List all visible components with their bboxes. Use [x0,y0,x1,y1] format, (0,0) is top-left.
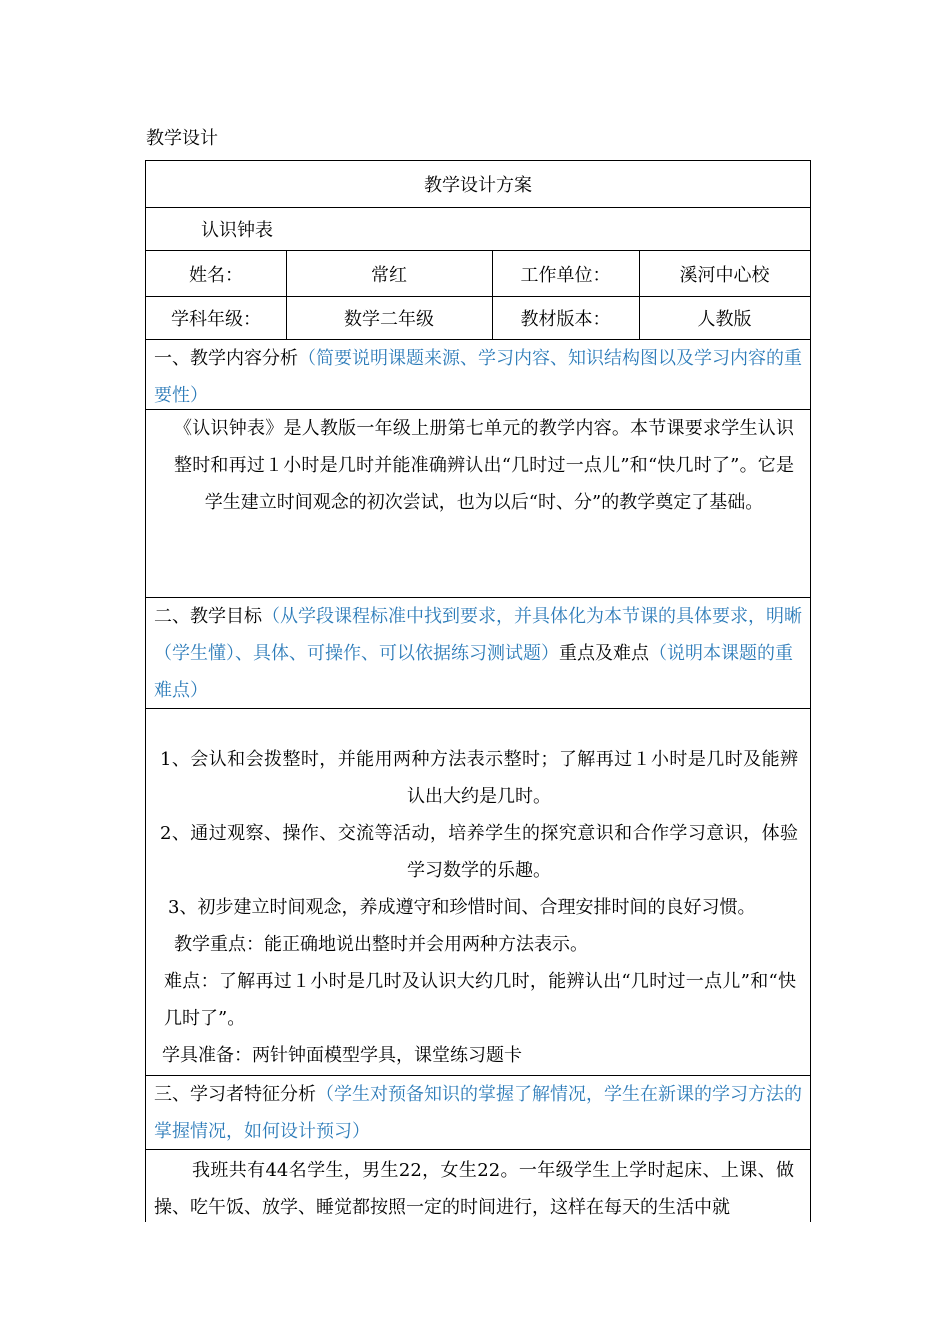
section1-heading-row [146,340,810,410]
section3-hint: （学生对预备知识的掌握了解情况，学生在新课的学习方法的掌握情况，如何设计预习） [154,1084,802,1142]
section2-key-difficult-title: 重点及难点 [559,643,649,664]
section1-title: 一、教学内容分析 [154,348,298,369]
info-row-grade [146,297,810,340]
name-label: 姓名： [189,264,243,286]
section1-heading [154,340,804,414]
document-title: 教学设计 [146,128,218,149]
section3-title: 三、学习者特征分析 [154,1084,316,1105]
section3-heading-row [146,1076,810,1150]
edition-label: 教材版本： [520,309,611,330]
section2-hint-key: （说明本课题的重难点） [154,643,793,701]
edition-value: 人教版 [697,309,752,330]
topic-row [146,208,810,251]
topic-title: 认识钟表 [201,220,273,241]
goal-3: 3、初步建立时间观念，养成遵守和珍惜时间、合理安排时间的良好习惯。 [168,897,756,918]
section3-heading [154,1076,804,1150]
goal-1: 1、会认和会拨整时，并能用两种方法表示整时；了解再过１小时是几时及能辨认出大约是几时。 [160,749,798,807]
section2-body-row [146,709,810,1076]
learning-tools: 学具准备：两针钟面模型学具，课堂练习题卡 [162,1045,522,1066]
grade-value: 数学二年级 [344,309,434,330]
name-value: 常红 [371,264,407,286]
table-title: 教学设计方案 [424,175,532,196]
section1-body-row [146,410,810,598]
goal-2: 2、通过观察、操作、交流等活动，培养学生的探究意识和合作学习意识，体验学习数学的乐趣。 [160,823,798,881]
table-title-row [146,161,810,208]
section2-title: 二、教学目标 [154,606,262,627]
section1-hint: （简要说明课题来源、学习内容、知识结构图以及学习内容的重要性） [154,348,802,406]
section2-hint-standard: （从学段课程标准中找到要求，并具体化为本节课的具体要求，明晰（学生懂）、具体、可操作、可以依据练习测试题） [154,606,802,664]
section2-heading [154,598,804,709]
section2-heading-row [146,598,810,709]
grade-label: 学科年级： [171,309,261,330]
teaching-difficulty: 难点：了解再过１小时是几时及认识大约几时，能辨认出“几时过一点儿”和“快几时了”。 [164,971,796,1029]
unit-value: 溪河中心校 [679,264,770,286]
section3-body: 我班共有44名学生，男生22，女生22。一年级学生上学时起床、上课、做操、吃午饭、放学、睡觉都按照一定的时间进行，这样在每天的生活中就 [154,1160,794,1218]
lesson-plan-table [145,160,811,1222]
unit-label: 工作单位： [520,264,611,286]
info-row-name [146,251,810,297]
section1-body: 《认识钟表》是人教版一年级上册第七单元的教学内容。本节课要求学生认识整时和再过１小时是几时并能准确辨认出“几时过一点儿”和“快几时了”。它是学生建立时间观念的初次尝试，也为以后“时、分”的教学奠定了基础。 [174,418,794,513]
teaching-key-point: 教学重点：能正确地说出整时并会用两种方法表示。 [174,934,588,955]
